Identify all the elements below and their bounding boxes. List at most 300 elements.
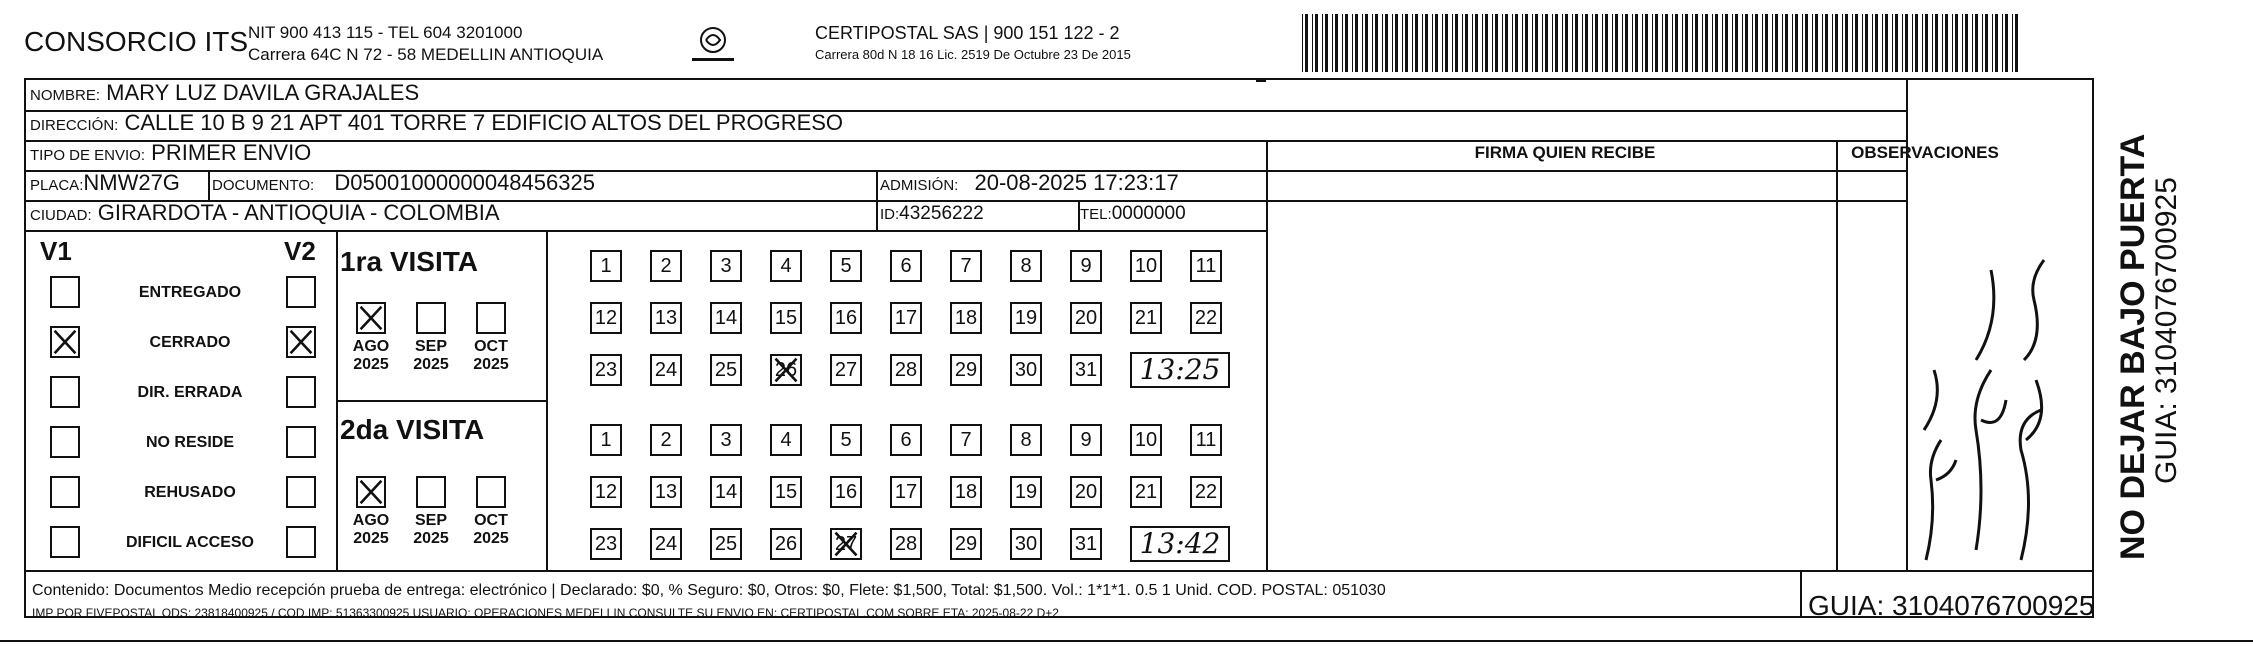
visit2-day-box[interactable] bbox=[830, 424, 862, 456]
barcode-bar bbox=[1845, 14, 1848, 72]
barcode-bar bbox=[1605, 14, 1608, 72]
type-label: TIPO DE ENVIO: bbox=[30, 147, 146, 164]
print-info: IMP POR FIVEPOSTAL ODS: 23818400925 / COD.IMP: 51363300925 USUARIO: OPERACIONES MEDELLIN CONSULTE SU ENVIO EN: CERTIPOSTAL.COM SOBRE ETA: 2025-08-22 D+2 bbox=[32, 606, 1059, 620]
barcode-bar bbox=[1725, 14, 1728, 72]
barcode-bar bbox=[1425, 14, 1428, 72]
city-row bbox=[30, 200, 500, 226]
v1-checkbox[interactable] bbox=[50, 476, 80, 508]
visit2-day-box[interactable] bbox=[890, 528, 922, 560]
city-value: GIRARDOTA - ANTIOQUIA - COLOMBIA bbox=[97, 200, 500, 225]
barcode-bar bbox=[1975, 14, 1978, 72]
day-number: 9 bbox=[1080, 255, 1092, 277]
day-number: 7 bbox=[960, 429, 972, 451]
barcode-bar bbox=[1742, 14, 1743, 72]
barcode-bar bbox=[1772, 14, 1773, 72]
status-label: ENTREGADO bbox=[138, 284, 242, 301]
admission-label: ADMISIÓN: bbox=[880, 177, 959, 194]
barcode-bar bbox=[1545, 14, 1548, 72]
v1-checkbox[interactable] bbox=[50, 276, 80, 308]
visit1-title: 1ra VISITA bbox=[340, 246, 478, 277]
day-number: 3 bbox=[720, 255, 732, 277]
day-number: 13 bbox=[654, 307, 678, 329]
day-number: 28 bbox=[894, 359, 918, 381]
barcode-bar bbox=[1875, 14, 1878, 72]
barcode-bar bbox=[1585, 14, 1588, 72]
barcode-bar bbox=[1312, 14, 1313, 72]
visit2-day-box[interactable] bbox=[770, 476, 802, 508]
visit2-day-box[interactable] bbox=[710, 476, 742, 508]
visit1-day-box[interactable] bbox=[1130, 250, 1162, 282]
status-label: REHUSADO bbox=[144, 484, 236, 501]
month-year: 2025 bbox=[473, 356, 509, 373]
barcode-bar bbox=[1802, 14, 1803, 72]
barcode-bar bbox=[2015, 14, 2018, 72]
barcode-bar bbox=[1552, 14, 1553, 72]
visit1-day-box[interactable] bbox=[1190, 302, 1222, 334]
visit1-day-box[interactable] bbox=[710, 250, 742, 282]
barcode-bar bbox=[1475, 14, 1478, 72]
barcode-bar bbox=[1432, 14, 1433, 72]
visit1-day-box[interactable] bbox=[950, 354, 982, 386]
carrier-name: CERTIPOSTAL SAS | 900 151 122 - 2 bbox=[815, 23, 1120, 43]
barcode-bar bbox=[1405, 14, 1408, 72]
barcode-bar bbox=[1832, 14, 1833, 72]
day-number: 1 bbox=[600, 429, 612, 451]
company-name: CONSORCIO ITS bbox=[24, 26, 249, 57]
barcode-bar bbox=[1712, 14, 1713, 72]
barcode-bar bbox=[1895, 14, 1898, 72]
barcode-bar bbox=[2005, 14, 2008, 72]
month-year: 2025 bbox=[413, 530, 449, 547]
visit2-day-box[interactable] bbox=[650, 476, 682, 508]
admission-value: 20-08-2025 17:23:17 bbox=[974, 170, 1179, 195]
day-number: 13 bbox=[654, 481, 678, 503]
barcode-bar bbox=[1872, 14, 1873, 72]
visit1-month-checkbox[interactable] bbox=[356, 302, 386, 334]
id-value: 43256222 bbox=[899, 203, 984, 224]
visit1-day-box[interactable] bbox=[710, 302, 742, 334]
barcode-bar bbox=[1775, 14, 1778, 72]
visit1-day-box[interactable] bbox=[950, 250, 982, 282]
visit2-day-box[interactable] bbox=[1190, 424, 1222, 456]
visit1-day-box[interactable] bbox=[950, 302, 982, 334]
visit2-time: 13:42 bbox=[1130, 526, 1230, 562]
barcode-bar bbox=[1735, 14, 1738, 72]
month-name: OCT bbox=[474, 338, 508, 355]
barcode-bar bbox=[1315, 14, 1318, 72]
barcode-bar bbox=[1482, 14, 1483, 72]
visit1-month-label bbox=[466, 338, 516, 374]
visit2-day-box[interactable] bbox=[830, 528, 862, 560]
day-number: 14 bbox=[714, 481, 738, 503]
barcode-bar bbox=[1302, 14, 1303, 72]
visit1-day-box[interactable] bbox=[1010, 354, 1042, 386]
visit2-day-box[interactable] bbox=[1070, 476, 1102, 508]
visit2-day-box[interactable] bbox=[890, 476, 922, 508]
visit1-time: 13:25 bbox=[1130, 352, 1230, 388]
barcode-bar bbox=[1345, 14, 1348, 72]
barcode-bar bbox=[1922, 14, 1923, 72]
barcode-bar bbox=[1722, 14, 1723, 72]
day-number: 8 bbox=[1020, 429, 1032, 451]
status-label: DIFICIL ACCESO bbox=[125, 534, 254, 551]
barcode-bar bbox=[1512, 14, 1513, 72]
visit2-day-box[interactable] bbox=[1130, 476, 1162, 508]
plate-value: NMW27G bbox=[83, 170, 180, 195]
visit2-day-box[interactable] bbox=[950, 424, 982, 456]
barcode-bar bbox=[1385, 14, 1388, 72]
visit2-month-checkbox[interactable] bbox=[416, 476, 446, 508]
barcode-bar bbox=[1932, 14, 1933, 72]
certipostal-logo bbox=[690, 22, 736, 68]
day-number: 27 bbox=[834, 533, 858, 555]
day-number: 10 bbox=[1134, 255, 1158, 277]
day-number: 15 bbox=[774, 481, 798, 503]
visit1-day-box[interactable] bbox=[890, 250, 922, 282]
visit2-day-box[interactable] bbox=[770, 424, 802, 456]
visit1-day-box[interactable] bbox=[830, 250, 862, 282]
day-number: 17 bbox=[894, 307, 918, 329]
visit1-day-box[interactable] bbox=[650, 302, 682, 334]
tel-label: TEL: bbox=[1080, 206, 1112, 223]
barcode-bar bbox=[1422, 14, 1423, 72]
barcode-bar bbox=[1965, 14, 1968, 72]
visit1-day-box[interactable] bbox=[830, 302, 862, 334]
barcode-bar bbox=[1835, 14, 1838, 72]
day-number: 19 bbox=[1014, 307, 1038, 329]
day-number: 20 bbox=[1074, 481, 1098, 503]
v1-header: V1 bbox=[40, 236, 72, 266]
v2-checkbox[interactable] bbox=[286, 326, 316, 358]
v2-checkbox[interactable] bbox=[286, 426, 316, 458]
visit1-day-box[interactable] bbox=[1010, 250, 1042, 282]
day-number: 16 bbox=[834, 307, 858, 329]
barcode-bar bbox=[1645, 14, 1648, 72]
visit2-day-box[interactable] bbox=[770, 528, 802, 560]
v1-checkbox[interactable] bbox=[50, 376, 80, 408]
barcode-bar bbox=[1905, 14, 1908, 72]
day-number: 18 bbox=[954, 307, 978, 329]
guia-number: GUIA: 3104076700925 bbox=[1808, 590, 2095, 621]
day-number: 11 bbox=[1195, 429, 1217, 451]
barcode-bar bbox=[1915, 14, 1918, 72]
barcode-bar bbox=[1485, 14, 1488, 72]
barcode-bar bbox=[1415, 14, 1418, 72]
barcode-bar bbox=[1322, 14, 1323, 72]
visit2-day-box[interactable] bbox=[830, 476, 862, 508]
visit1-day-box[interactable] bbox=[590, 250, 622, 282]
barcode-bar bbox=[1995, 14, 1998, 72]
barcode-bar bbox=[1705, 14, 1708, 72]
barcode-bar bbox=[1852, 14, 1853, 72]
day-number: 4 bbox=[780, 429, 792, 451]
visit1-month-checkbox[interactable] bbox=[476, 302, 506, 334]
scan-edge bbox=[0, 640, 2253, 642]
visit2-day-box[interactable] bbox=[1010, 528, 1042, 560]
visit2-day-box[interactable] bbox=[1070, 424, 1102, 456]
barcode-bar bbox=[1955, 14, 1958, 72]
barcode-bar bbox=[1632, 14, 1633, 72]
visit2-day-box[interactable] bbox=[950, 476, 982, 508]
day-number: 30 bbox=[1014, 359, 1038, 381]
barcode-bar bbox=[1912, 14, 1913, 72]
barcode-bar bbox=[1752, 14, 1753, 72]
name-row bbox=[30, 80, 419, 106]
visit1-day-box[interactable] bbox=[710, 354, 742, 386]
barcode-bar bbox=[1935, 14, 1938, 72]
day-number: 10 bbox=[1134, 429, 1158, 451]
barcode-bar bbox=[1575, 14, 1578, 72]
visit1-month-label bbox=[406, 338, 456, 374]
visit2-day-box[interactable] bbox=[710, 528, 742, 560]
barcode-bar bbox=[1582, 14, 1583, 72]
barcode-bar bbox=[1412, 14, 1413, 72]
barcode-bar bbox=[1642, 14, 1643, 72]
visit2-day-box[interactable] bbox=[1190, 476, 1222, 508]
name-label: NOMBRE: bbox=[30, 87, 101, 104]
barcode-bar bbox=[1342, 14, 1343, 72]
v2-checkbox[interactable] bbox=[286, 526, 316, 558]
barcode-bar bbox=[1535, 14, 1538, 72]
barcode bbox=[1302, 14, 2020, 72]
visit2-day-box[interactable] bbox=[1070, 528, 1102, 560]
barcode-bar bbox=[1892, 14, 1893, 72]
carrier-info bbox=[815, 22, 1131, 66]
day-number: 5 bbox=[840, 429, 852, 451]
day-number: 3 bbox=[720, 429, 732, 451]
day-number: 26 bbox=[774, 533, 798, 555]
barcode-bar bbox=[1452, 14, 1453, 72]
day-number: 29 bbox=[954, 533, 978, 555]
barcode-bar bbox=[1855, 14, 1858, 72]
visit2-day-box[interactable] bbox=[890, 424, 922, 456]
barcode-bar bbox=[1812, 14, 1813, 72]
recipient-address: CALLE 10 B 9 21 APT 401 TORRE 7 EDIFICIO ALTOS DEL PROGRESO bbox=[124, 110, 844, 135]
barcode-bar bbox=[1682, 14, 1683, 72]
barcode-bar bbox=[1945, 14, 1948, 72]
barcode-bar bbox=[1745, 14, 1748, 72]
visit2-day-box[interactable] bbox=[710, 424, 742, 456]
shipment-type: PRIMER ENVIO bbox=[151, 140, 312, 165]
recipient-name: MARY LUZ DAVILA GRAJALES bbox=[106, 80, 420, 105]
barcode-bar bbox=[1595, 14, 1598, 72]
month-year: 2025 bbox=[353, 356, 389, 373]
barcode-bar bbox=[1462, 14, 1463, 72]
barcode-bar bbox=[1522, 14, 1523, 72]
visit1-day-box[interactable] bbox=[830, 354, 862, 386]
visit1-day-box[interactable] bbox=[1010, 302, 1042, 334]
admission-row bbox=[880, 170, 1179, 196]
v2-checkbox[interactable] bbox=[286, 476, 316, 508]
barcode-bar bbox=[1622, 14, 1623, 72]
day-number: 21 bbox=[1134, 481, 1158, 503]
visit2-day-box[interactable] bbox=[650, 528, 682, 560]
barcode-bar bbox=[1715, 14, 1718, 72]
barcode-bar bbox=[1625, 14, 1628, 72]
barcode-bar bbox=[1602, 14, 1603, 72]
barcode-bar bbox=[1335, 14, 1338, 72]
visit1-day-box[interactable] bbox=[590, 354, 622, 386]
barcode-bar bbox=[1375, 14, 1378, 72]
visit2-month-checkbox[interactable] bbox=[476, 476, 506, 508]
barcode-bar bbox=[1972, 14, 1973, 72]
v2-header: V2 bbox=[284, 236, 316, 266]
barcode-bar bbox=[1825, 14, 1828, 72]
barcode-bar bbox=[1352, 14, 1353, 72]
visit1-day-box[interactable] bbox=[590, 302, 622, 334]
barcode-bar bbox=[1615, 14, 1618, 72]
id-label: ID: bbox=[880, 206, 900, 223]
visit1-month-checkbox[interactable] bbox=[416, 302, 446, 334]
visit1-day-box[interactable] bbox=[890, 302, 922, 334]
visit1-day-box[interactable] bbox=[770, 354, 802, 386]
day-number: 4 bbox=[780, 255, 792, 277]
address-row bbox=[30, 110, 843, 136]
barcode-bar bbox=[1942, 14, 1943, 72]
month-name: SEP bbox=[414, 338, 447, 355]
barcode-bar bbox=[1822, 14, 1823, 72]
day-number: 21 bbox=[1134, 307, 1158, 329]
month-name: SEP bbox=[414, 512, 447, 529]
visit2-day-box[interactable] bbox=[950, 528, 982, 560]
company-nit: NIT 900 413 115 - TEL 604 3201000 bbox=[248, 23, 523, 42]
barcode-bar bbox=[1305, 14, 1308, 72]
visit1-day-box[interactable] bbox=[650, 354, 682, 386]
visit1-day-box[interactable] bbox=[1070, 250, 1102, 282]
visit1-day-box[interactable] bbox=[1070, 354, 1102, 386]
signature-header: FIRMA QUIEN RECIBE bbox=[1474, 143, 1656, 162]
visit1-day-box[interactable] bbox=[1190, 250, 1222, 282]
day-number: 6 bbox=[900, 255, 912, 277]
visit2-day-box[interactable] bbox=[1010, 424, 1042, 456]
day-number: 7 bbox=[960, 255, 972, 277]
plate-label: PLACA: bbox=[30, 177, 84, 194]
barcode-bar bbox=[1882, 14, 1883, 72]
day-number: 2 bbox=[660, 429, 672, 451]
barcode-bar bbox=[1992, 14, 1993, 72]
barcode-bar bbox=[1395, 14, 1398, 72]
barcode-bar bbox=[1672, 14, 1673, 72]
barcode-bar bbox=[1505, 14, 1508, 72]
v1-checkbox[interactable] bbox=[50, 326, 80, 358]
barcode-bar bbox=[1842, 14, 1843, 72]
v2-checkbox[interactable] bbox=[286, 276, 316, 308]
day-number: 31 bbox=[1074, 533, 1098, 555]
visit2-month-label bbox=[406, 512, 456, 548]
day-number: 14 bbox=[714, 307, 738, 329]
visit1-day-box[interactable] bbox=[770, 250, 802, 282]
document-value: D05001000000048456325 bbox=[334, 170, 595, 195]
barcode-bar bbox=[1885, 14, 1888, 72]
barcode-bar bbox=[1815, 14, 1818, 72]
v1-checkbox[interactable] bbox=[50, 426, 80, 458]
barcode-bar bbox=[1435, 14, 1438, 72]
id-row bbox=[880, 203, 984, 225]
day-number: 15 bbox=[774, 307, 798, 329]
document-label: DOCUMENTO: bbox=[212, 177, 315, 194]
barcode-bar bbox=[1555, 14, 1558, 72]
visit2-month-checkbox[interactable] bbox=[356, 476, 386, 508]
v2-checkbox[interactable] bbox=[286, 376, 316, 408]
barcode-bar bbox=[1902, 14, 1903, 72]
company-info bbox=[248, 22, 603, 66]
day-number: 24 bbox=[654, 533, 678, 555]
v1-checkbox[interactable] bbox=[50, 526, 80, 558]
visit1-day-box[interactable] bbox=[1130, 302, 1162, 334]
barcode-bar bbox=[1355, 14, 1358, 72]
barcode-bar bbox=[1655, 14, 1658, 72]
barcode-bar bbox=[1442, 14, 1443, 72]
city-label: CIUDAD: bbox=[30, 207, 92, 224]
barcode-bar bbox=[1445, 14, 1448, 72]
barcode-bar bbox=[1662, 14, 1663, 72]
barcode-bar bbox=[1665, 14, 1668, 72]
day-number: 20 bbox=[1074, 307, 1098, 329]
barcode-bar bbox=[1332, 14, 1333, 72]
month-year: 2025 bbox=[353, 530, 389, 547]
day-number: 17 bbox=[894, 481, 918, 503]
day-number: 8 bbox=[1020, 255, 1032, 277]
barcode-bar bbox=[1515, 14, 1518, 72]
barcode-bar bbox=[1685, 14, 1688, 72]
visit2-day-box[interactable] bbox=[590, 476, 622, 508]
barcode-bar bbox=[1952, 14, 1953, 72]
barcode-bar bbox=[1455, 14, 1458, 72]
month-name: AGO bbox=[352, 338, 390, 355]
barcode-bar bbox=[1402, 14, 1403, 72]
content-description: Contenido: Documentos Medio recepción prueba de entrega: electrónico | Declarado: $0, % Seguro: $0, Otros: $0, Flete: $1,500, Total: $1,500. Vol.: 1*1*1. 0.5 1 Unid. COD. POSTAL: 051030 bbox=[32, 582, 1386, 599]
barcode-bar bbox=[1492, 14, 1493, 72]
barcode-bar bbox=[1805, 14, 1808, 72]
barcode-bar bbox=[1692, 14, 1693, 72]
barcode-bar bbox=[1635, 14, 1638, 72]
day-number: 5 bbox=[840, 255, 852, 277]
visit2-day-box[interactable] bbox=[1130, 424, 1162, 456]
carrier-address: Carrera 80d N 18 16 Lic. 2519 De Octubre 23 De 2015 bbox=[815, 47, 1131, 62]
visit1-day-box[interactable] bbox=[890, 354, 922, 386]
day-number: 2 bbox=[660, 255, 672, 277]
day-number: 24 bbox=[654, 359, 678, 381]
signature-area bbox=[1300, 260, 1301, 261]
status-label: NO RESIDE bbox=[145, 434, 234, 451]
barcode-bar bbox=[1732, 14, 1733, 72]
visit1-day-box[interactable] bbox=[770, 302, 802, 334]
visit2-day-box[interactable] bbox=[1010, 476, 1042, 508]
type-row bbox=[30, 140, 311, 166]
document-row bbox=[212, 170, 595, 196]
day-number: 25 bbox=[714, 533, 738, 555]
day-number: 9 bbox=[1080, 429, 1092, 451]
visit2-day-box[interactable] bbox=[650, 424, 682, 456]
visit2-day-box[interactable] bbox=[590, 528, 622, 560]
barcode-bar bbox=[1762, 14, 1763, 72]
tel-value: 0000000 bbox=[1111, 203, 1186, 224]
day-number: 31 bbox=[1074, 359, 1098, 381]
visit2-month-label bbox=[346, 512, 396, 548]
day-number: 6 bbox=[900, 429, 912, 451]
side-guia-number: GUIA: 3104076700925 bbox=[2150, 177, 2183, 484]
month-year: 2025 bbox=[413, 356, 449, 373]
day-number: 27 bbox=[834, 359, 858, 381]
barcode-bar bbox=[1702, 14, 1703, 72]
visit2-day-box[interactable] bbox=[590, 424, 622, 456]
day-number: 25 bbox=[714, 359, 738, 381]
visit1-day-box[interactable] bbox=[1070, 302, 1102, 334]
visit1-day-box[interactable] bbox=[650, 250, 682, 282]
day-number: 12 bbox=[594, 481, 618, 503]
barcode-bar bbox=[1372, 14, 1373, 72]
visit1-month-label bbox=[346, 338, 396, 374]
